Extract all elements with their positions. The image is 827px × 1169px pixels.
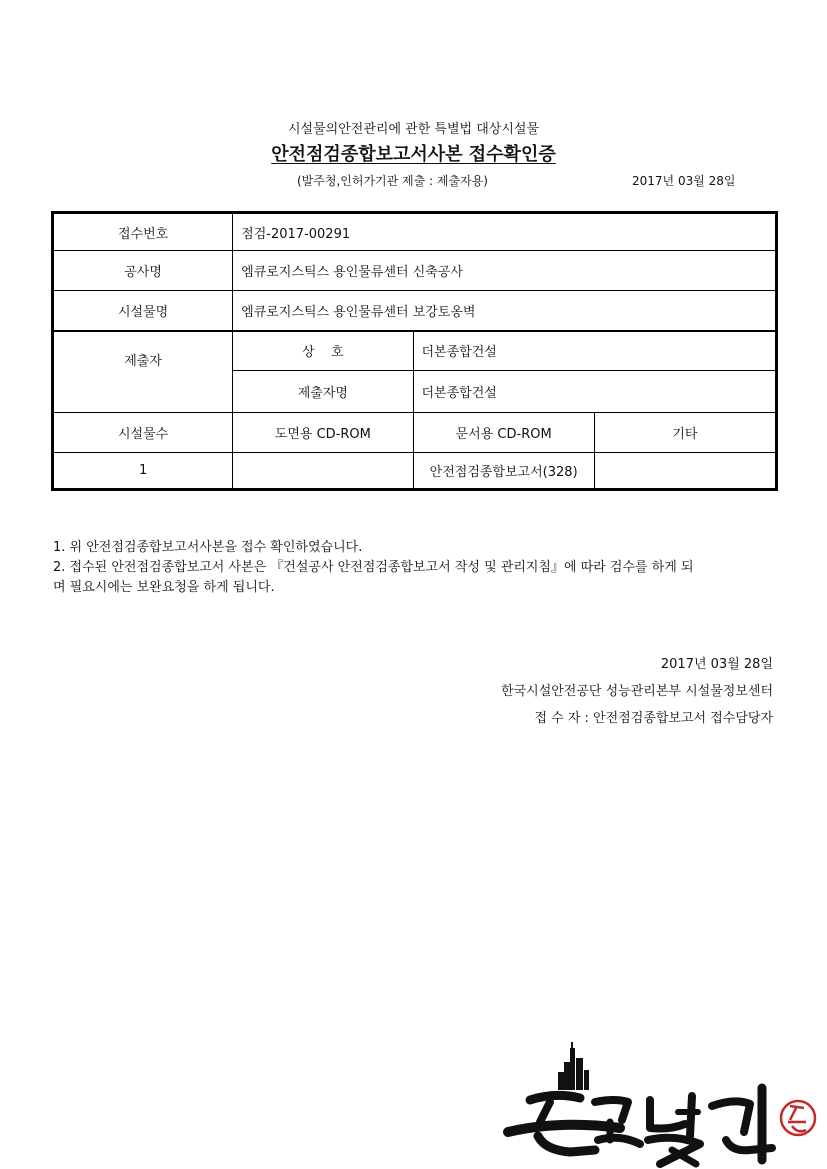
issue-date: 2017년 03월 28일 <box>632 174 736 188</box>
drawing-cd-label: 도면용 CD-ROM <box>233 413 413 453</box>
etc-label: 기타 <box>594 413 776 453</box>
count-value: 1 <box>53 453 233 490</box>
submitter-name-value: 더본종합건설 <box>413 371 777 413</box>
note-line-3: 며 필요시에는 보완요청을 하게 됩니다. <box>53 580 275 595</box>
seal-stamp <box>781 1101 815 1135</box>
document-cd-label: 문서용 CD-ROM <box>413 413 594 453</box>
company-value: 더본종합건설 <box>413 331 777 371</box>
table-row <box>53 213 777 251</box>
table-row <box>53 413 777 453</box>
brand-logo <box>500 1040 820 1168</box>
receipt-no-value: 점검-2017-00291 <box>233 213 777 251</box>
submitter-label: 제출자 <box>53 331 233 413</box>
receipt-no-label: 접수번호 <box>53 213 233 251</box>
receipt-table <box>51 211 778 491</box>
company-label: 상 호 <box>233 331 413 371</box>
facility-value: 엠큐로지스틱스 용인물류센터 보강토옹벽 <box>233 291 777 331</box>
document-cd-value: 안전점검종합보고서(328) <box>413 453 594 490</box>
table-row <box>53 291 777 331</box>
submission-note: (발주청,인허가기관 제출 : 제출자용) <box>297 174 488 188</box>
footer-organization: 한국시설안전공단 성능관리본부 시설물정보센터 <box>501 684 773 699</box>
table-row <box>53 453 777 490</box>
facility-label: 시설물명 <box>53 291 233 331</box>
project-label: 공사명 <box>53 251 233 291</box>
table-row <box>53 331 777 371</box>
footer-date: 2017년 03월 28일 <box>660 657 773 672</box>
count-label: 시설물수 <box>53 413 233 453</box>
document-subtitle: 시설물의안전관리에 관한 특별법 대상시설물 <box>288 122 539 137</box>
submitter-name-label: 제출자명 <box>233 371 413 413</box>
building-icon <box>558 1042 589 1090</box>
project-value: 엠큐로지스틱스 용인물류센터 신축공사 <box>233 251 777 291</box>
document-title: 안전점검종합보고서사본 접수확인증 <box>271 144 556 165</box>
footer-receiver: 접 수 자 : 안전점검종합보고서 접수담당자 <box>534 711 773 726</box>
note-line-2: 2. 접수된 안전점검종합보고서 사본은 『건설공사 안전점검종합보고서 작성 및 관리지침』에 따라 검수를 하게 되 <box>53 560 694 575</box>
logo-calligraphy <box>508 1088 772 1164</box>
etc-value <box>594 453 776 490</box>
drawing-cd-value <box>233 453 413 490</box>
note-line-1: 1. 위 안전점검종합보고서사본을 접수 확인하였습니다. <box>53 540 363 555</box>
table-row <box>53 251 777 291</box>
